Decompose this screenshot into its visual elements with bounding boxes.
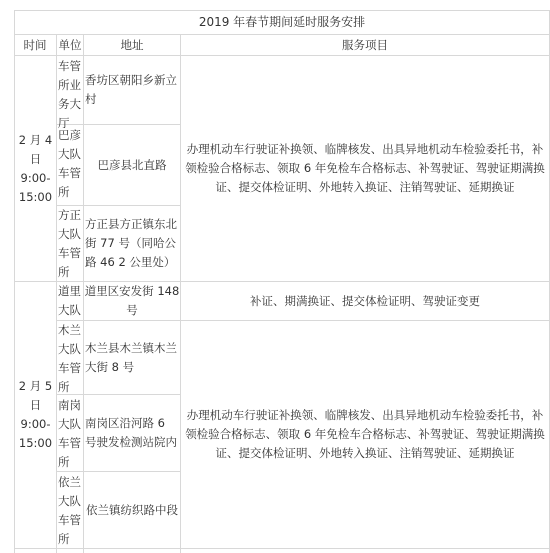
unit-cell: 车管所业务大厅 xyxy=(58,59,81,130)
service-cell: 办理机动车行驶证补换领、临牌核发、出具异地机动车检验委托书，补领检验合格标志、领取 6 年免检车合格标志、补驾驶证、驾驶证期满换证、提交体检证明、外地转入换证、注销驾驶证、延期换证 xyxy=(185,142,545,194)
unit-cell: 依兰大队车管所 xyxy=(58,475,81,546)
service-cell: 补证、期满换证、提交体检证明、驾驶证变更 xyxy=(250,293,480,308)
unit-cell: 巴彦大队车管所 xyxy=(58,128,81,199)
address-cell: 南岗区沿河路 6 号驶发检测站院内 xyxy=(85,416,177,449)
header-service: 服务项目 xyxy=(342,38,388,52)
service-cell: 办理机动车行驶证补换领、临牌核发、出具异地机动车检验委托书，补领检验合格标志、领取 6 年免检车合格标志、补驾驶证、驾驶证期满换证、提交体检证明、外地转入换证、注销驾驶证、延期换证 xyxy=(185,408,545,460)
time-cell: 2 月 4 日 9:00- 15:00 xyxy=(18,132,53,204)
address-cell: 方正县方正镇东北街 77 号（同哈公路 46 2 公里处） xyxy=(85,217,177,269)
address-cell: 木兰县木兰镇木兰大街 8 号 xyxy=(85,340,177,374)
time-cell: 2 月 5 日 9:00- 15:00 xyxy=(18,379,53,450)
address-cell: 巴彦县北直路 xyxy=(97,157,167,172)
header-address: 地址 xyxy=(120,38,144,52)
address-cell: 依兰镇纺织路中段 xyxy=(86,502,178,517)
address-cell: 道里区安发街 148 号 xyxy=(84,284,180,317)
unit-cell: 南岗大队车管所 xyxy=(58,398,81,469)
header-time: 时间 xyxy=(23,38,47,52)
unit-cell: 木兰大队车管所 xyxy=(58,323,81,394)
address-cell: 香坊区朝阳乡新立村 xyxy=(85,73,177,106)
table-title: 2019 年春节期间延时服务安排 xyxy=(198,15,366,29)
unit-cell: 方正大队车管所 xyxy=(58,208,81,279)
unit-cell: 道里大队 xyxy=(58,284,81,317)
header-unit: 单位 xyxy=(58,38,82,52)
